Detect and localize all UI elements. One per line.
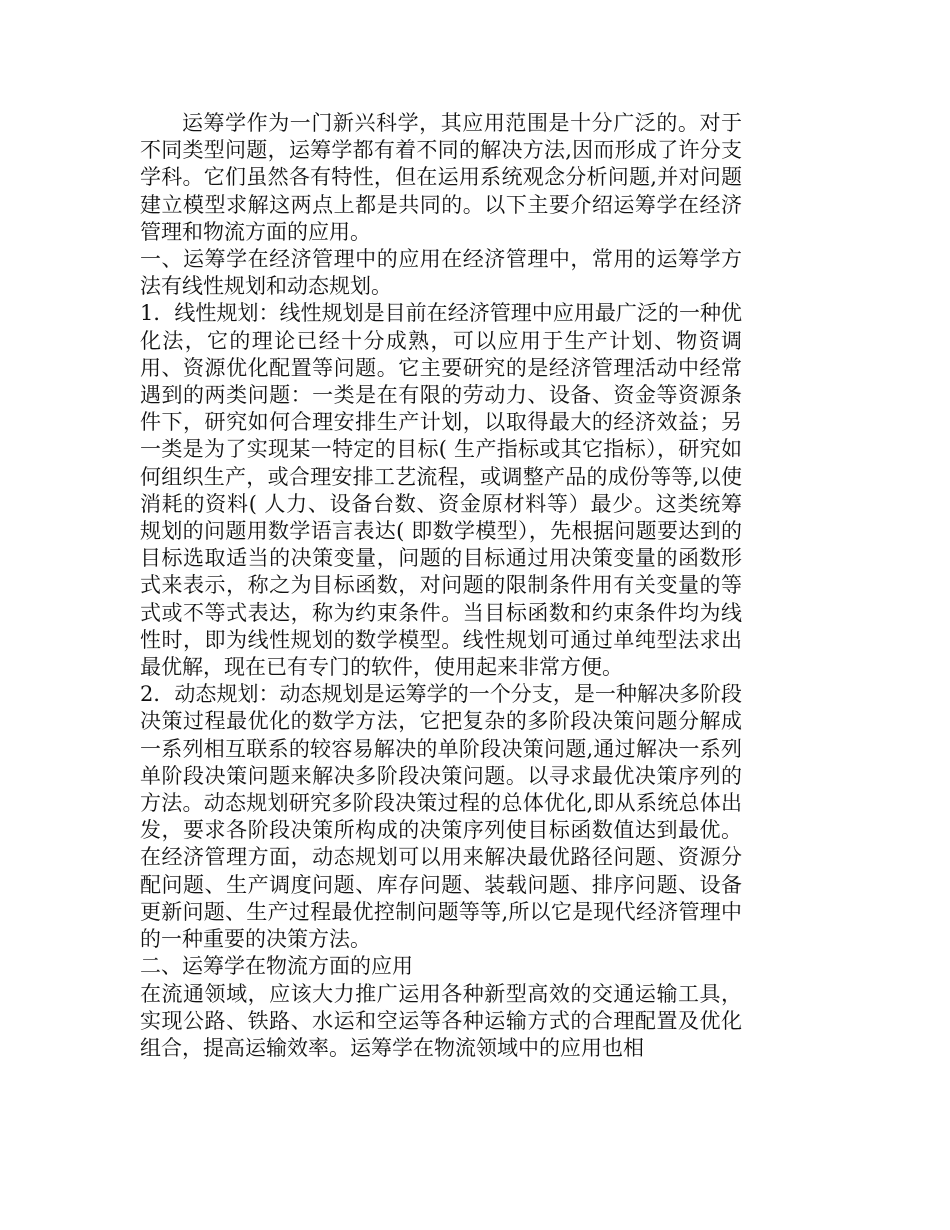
intro-paragraph: 运筹学作为一门新兴科学，其应用范围是十分广泛的。对于不同类型问题，运筹学都有着不同的解决方法,因而形成了许分支学科。它们虽然各有特性，但在运用系统观念分析问题,并对问题建立模型求解这两点上都是共同的。以下主要介绍运筹学在经济管理和物流方面的应用。 (140, 111, 742, 244)
section-2-heading: 二、运筹学在物流方面的应用 (140, 954, 413, 979)
document-body (140, 110, 742, 1062)
section-1-heading: 一、运筹学在经济管理中的应用在经济管理中，常用的运筹学方法有线性规划和动态规划。 (140, 247, 742, 299)
section-2-paragraph: 在流通领域，应该大力推广运用各种新型高效的交通运输工具，实现公路、铁路、水运和空运等各种运输方式的合理配置及优化组合，提高运输效率。运筹学在物流领域中的应用也相 (140, 981, 742, 1060)
item-linear-programming: 1．线性规划：线性规划是目前在经济管理中应用最广泛的一种优化法，它的理论已经十分成熟，可以应用于生产计划、物资调用、资源优化配置等问题。它主要研究的是经济管理活动中经常遇到的两类问题：一类是在有限的劳动力、设备、资金等资源条件下，研究如何合理安排生产计划，以取得最大的经济效益；另一类是为了实现某一特定的目标( 生产指标或其它指标），研究如何组织生产，或合理安排工艺流程，或调整产品的成份等等,以使消耗的资料( 人力、设备台数、资金原材料等）最少。这类统筹规划的问题用数学语言表达( 即数学模型），先根据问题要达到的目标选取适当的决策变量，问题的目标通过用决策变量的函数形式来表示，称之为目标函数，对问题的限制条件用有关变量的等式或不等式表达，称为约束条件。当目标函数和约束条件均为线性时，即为线性规划的数学模型。线性规划可通过单纯型法求出最优解，现在已有专门的软件，使用起来非常方便。 (140, 301, 742, 680)
item-dynamic-programming: 2．动态规划：动态规划是运筹学的一个分支，是一种解决多阶段决策过程最优化的数学方法，它把复杂的多阶段决策问题分解成一系列相互联系的较容易解决的单阶段决策问题,通过解决一系列单阶段决策问题来解决多阶段决策问题。以寻求最优决策序列的方法。动态规划研究多阶段决策过程的总体优化,即从系统总体出发，要求各阶段决策所构成的决策序列使目标函数值达到最优。在经济管理方面，动态规划可以用来解决最优路径问题、资源分配问题、生产调度问题、库存问题、装载问题、排序问题、设备更新问题、生产过程最优控制问题等等,所以它是现代经济管理中的一种重要的决策方法。 (140, 682, 742, 952)
